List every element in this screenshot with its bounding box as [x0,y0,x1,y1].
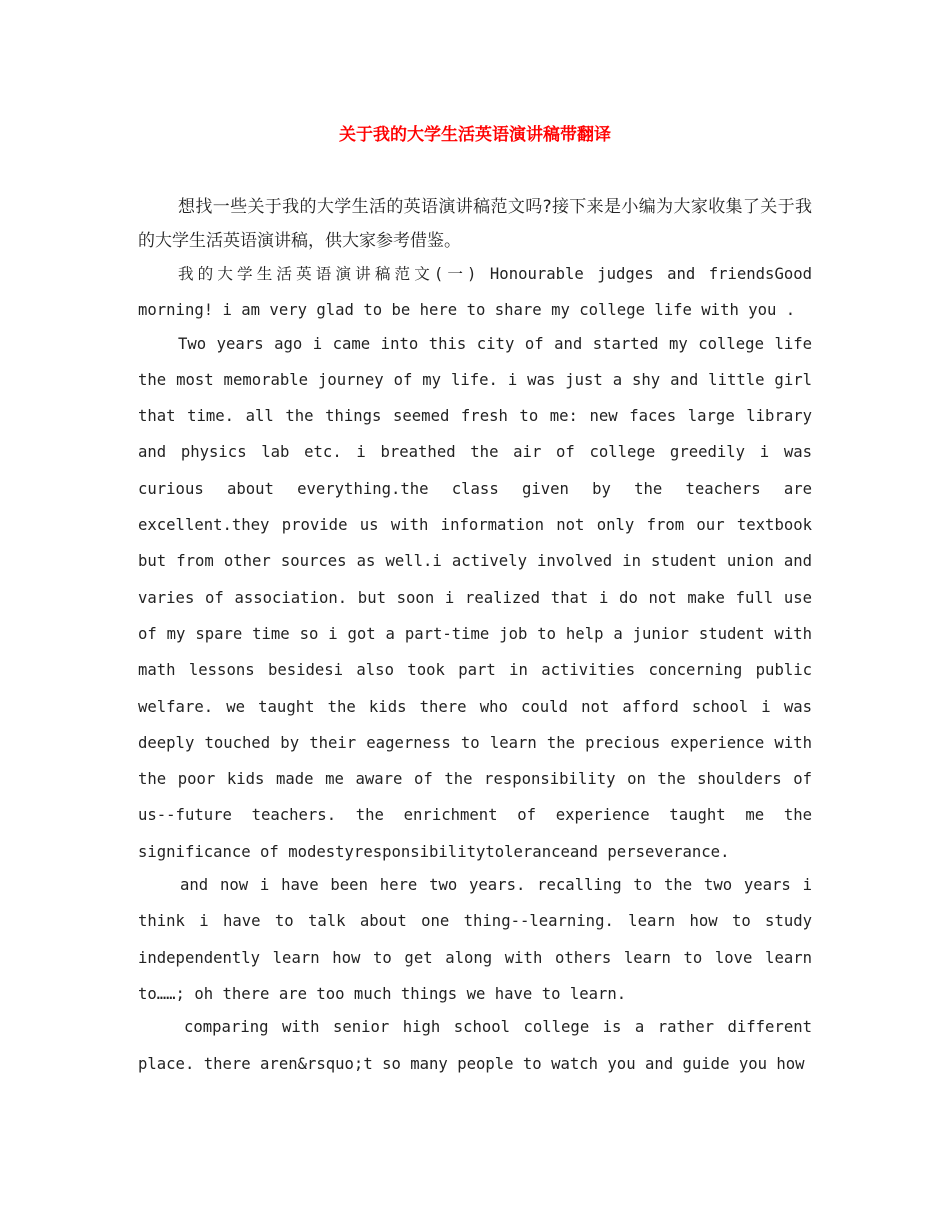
document-title: 关于我的大学生活英语演讲稿带翻译 [339,125,611,145]
paragraph-intro: 想找一些关于我的大学生活的英语演讲稿范文吗?接下来是小编为大家收集了关于我的大学生活英语演讲稿，供大家参考借鉴。 [138,197,812,251]
paragraph-two-years-ago: Two years ago i came into this city of and started my college life the most memorable journey of my life. i was just a shy and little girl that time. all the things seemed fresh to me: new faces large library and physics lab etc. i breathed the air of college greedily i was curious about everything.the class given by the teachers are excellent.they provide us with information not only from our textbook but from other sources as well.i actively involved in student union and varies of association. but soon i realized that i do not make full use of my spare time so i got a part-time job to help a junior student with math lessons besidesi also took part in activities concerning public welfare. we taught the kids there who could not afford school i was deeply touched by their eagerness to learn the precious experience with the poor kids made me aware of the responsibility on the shoulders of us--future teachers. the enrichment of experience taught me the significance of modestyresponsibilitytoleranceand perseverance. [138,334,812,861]
paragraph-learning: and now i have been here two years. recalling to the two years i think i have to talk about one thing--learning. learn how to study independently learn how to get along with others learn to love learn to……; oh there are too much things we have to learn. [138,876,812,1003]
paragraph-comparing: comparing with senior high school college is a rather different place. there aren&rsquo;t so many people to watch you and guide you how [138,1018,812,1073]
document-body [138,190,812,1082]
paragraph-greeting: 我的大学生活英语演讲稿范文(一) Honourable judges and friendsGood morning! i am very glad to be here to share my college life with you . [138,265,812,320]
